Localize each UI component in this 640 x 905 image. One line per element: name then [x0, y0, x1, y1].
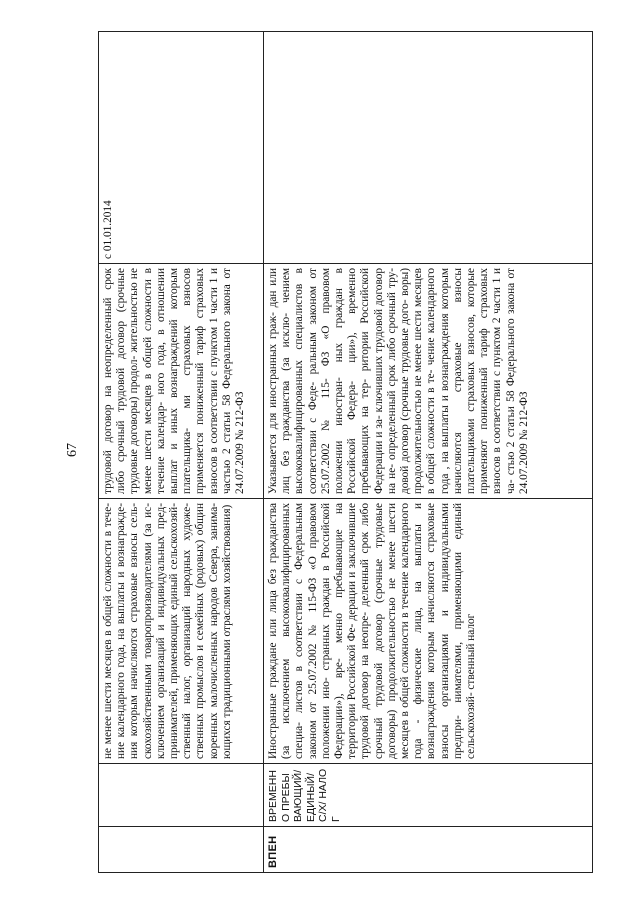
code-cell: ВПЕН — [264, 827, 593, 873]
name-cell-empty — [99, 764, 264, 827]
date-cell: с 01.01.2014 — [99, 32, 264, 264]
document-table-sheet — [98, 32, 593, 873]
code-cell-empty — [99, 827, 264, 873]
note-cell: Указывается для иностранных граж- дан или лиц без гражданства (за исклю- чением высококвалифицированных специалистов в соответствии с Феде- ральным законом от 25.07.2002 № 115- ФЗ «О правовом положении иностран- ных граждан в Российской Федера- ции»), временно пребывающих на тер- ритории Российской Федерации и за- ключивших трудовой договор на не- определенный срок либо срочный тру- довой договор (срочные трудовые дого- воры) продолжительностью не менее шести месяцев в общей сложности в те- чение календарного года , на выплаты и вознаграждения которым начисляются страховые взносы плательщиками страховых взносов, которые применяют пониженный тариф страховых взносов в соответствии с пунктом 2 части 1 и ча- стью 2 статьи 58 Федерального закона от 24.07.2009 № 212-ФЗ — [264, 264, 593, 499]
codes-table — [98, 31, 593, 873]
category-cell: не менее шести месяцев в общей сложности в тече- ние календарного года, на выплаты и вознагражде- ния которым начисляются страховые взносы сель- скохозяйственными товаропроизводителями (за ис- ключением организаций и индивидуальных пред- принимателей, применяющих единый сельскохозяй- ственный налог, организаций народных художе- ственных промыслов и семейных (родовых) общин коренных малочисленных народов Севера, занима- ющихся традиционными отраслями хозяйствования) — [99, 499, 264, 764]
page-number: 67 — [65, 443, 80, 457]
category-cell: Иностранные граждане или лица без гражданства (за исключением высококвалифицированных специа- листов в соответствии с Федеральным законом от 25.07.2002 № 115-ФЗ «О правовом положении ино- странных граждан в Российской Федерации»), вре- менно пребывающие на территории Российской Фе- дерации и заключившие трудовой договор на неопре- деленный срок либо срочный трудовой договор (срочные трудовые договоры) продолжительностью не менее шести месяцев в общей сложности в течение календарного года - физические лица, на выплаты и вознаграждения которым начисляются страховые взносы организациями и индивидуальными предпри- нимателями, применяющими единый сельскохозяй- ственный налог — [264, 499, 593, 764]
table-row-continued — [99, 32, 264, 873]
table-row-vpen — [264, 32, 593, 873]
date-cell — [264, 32, 593, 264]
name-cell: ВРЕМЕННО ПРЕБЫВАЮЩИЙ/ ЕДИНЫЙ/С/Х/ НАЛОГ — [264, 764, 593, 827]
note-cell: трудовой договор на неопределенный срок либо срочный трудовой договор (срочные трудовые договоры) продол- жительностью не менее шести месяцев в общей сложности в течение календар- ного года, в отношении выплат и иных вознаграждений которым плательщика- ми страховых взносов применяется пониженный тариф страховых взносов в соответствии с пунктом 1 части 1 и частью 2 статьи 58 Федерального закона от 24.07.2009 № 212-ФЗ — [99, 264, 264, 499]
